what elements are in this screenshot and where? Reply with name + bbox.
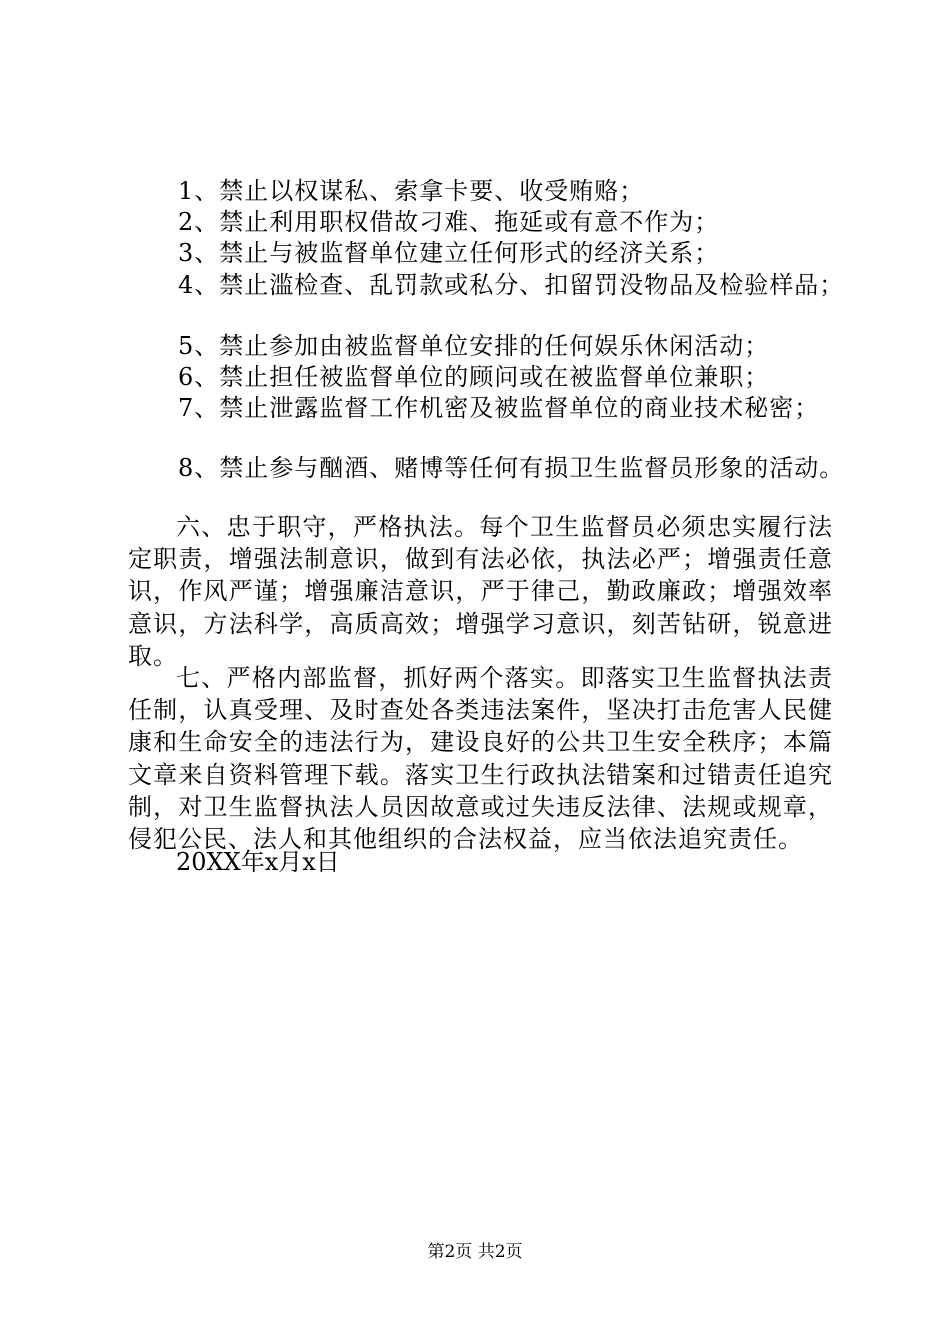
prohibition-item-1: 1、禁止以权谋私、索拿卡要、收受贿赂； <box>178 177 645 205</box>
page-footer: 第2页 共2页 <box>427 1242 523 1262</box>
prohibition-item-2: 2、禁止利用职权借故刁难、拖延或有意不作为； <box>178 208 720 236</box>
prohibition-item-4: 4、禁止滥检查、乱罚款或私分、扣留罚没物品及检验样品； <box>178 271 845 299</box>
section-six-paragraph: 六、忠于职守，严格执法。每个卫生监督员必须忠实履行法定职责，增强法制意识，做到有法必依，执法必严；增强责任意识，作风严谨；增强廉洁意识，严于律己，勤政廉政；增强效率意识，方法科学，高质高效；增强学习意识，刻苦钻研，锐意进取。 <box>128 513 833 670</box>
prohibition-item-6: 6、禁止担任被监督单位的顾问或在被监督单位兼职； <box>178 363 770 391</box>
prohibition-item-3: 3、禁止与被监督单位建立任何形式的经济关系； <box>178 239 720 267</box>
prohibition-item-8: 8、禁止参与酗酒、赌博等任何有损卫生监督员形象的活动。 <box>178 454 845 482</box>
document-date: 20XX年x月x日 <box>176 848 340 876</box>
section-seven-paragraph: 七、严格内部监督，抓好两个落实。即落实卫生监督执法责任制，认真受理、及时查处各类违法案件，坚决打击危害人民健康和生命安全的违法行为，建设良好的公共卫生安全秩序；本篇文章来自资料管理下载。落实卫生行政执法错案和过错责任追究制，对卫生监督执法人员因故意或过失违反法律、法规或规章，侵犯公民、法人和其他组织的合法权益，应当依法追究责任。 <box>128 664 833 854</box>
prohibition-item-7: 7、禁止泄露监督工作机密及被监督单位的商业技术秘密； <box>178 394 820 422</box>
prohibition-item-5: 5、禁止参加由被监督单位安排的任何娱乐休闲活动； <box>178 332 770 360</box>
